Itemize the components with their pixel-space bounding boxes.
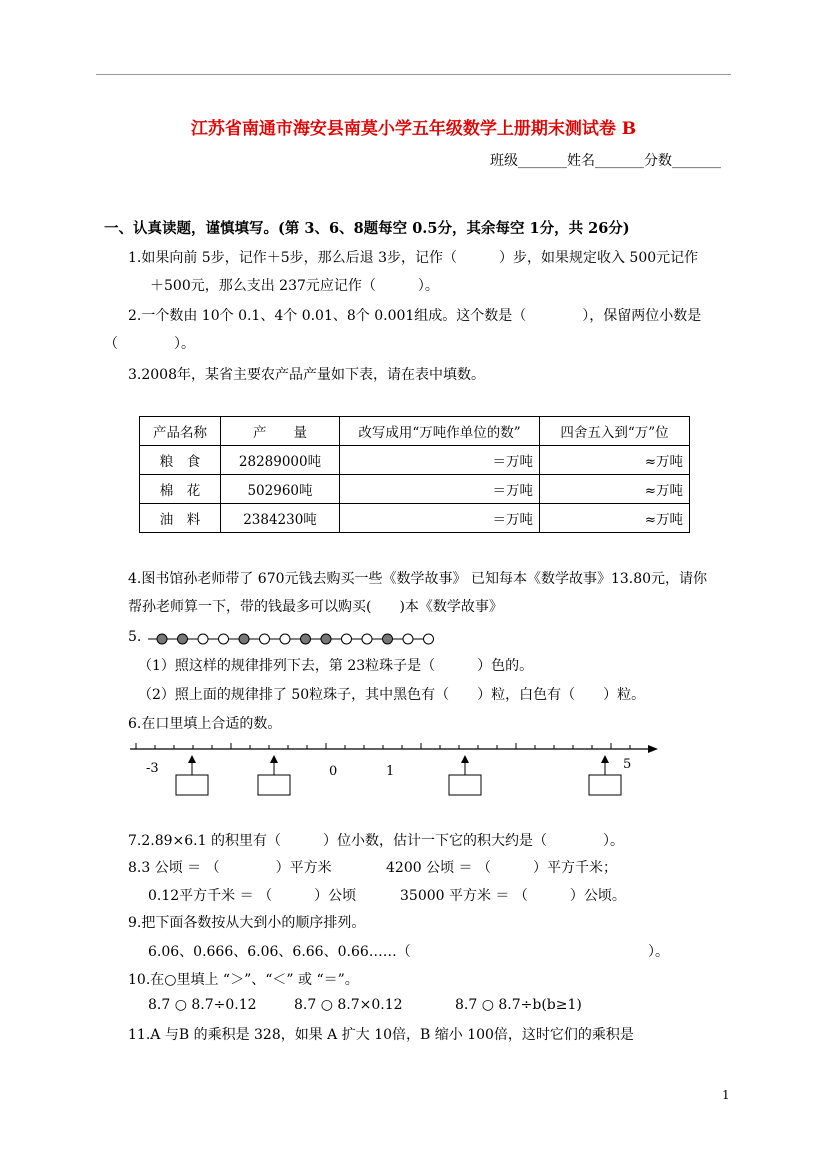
bead-white (342, 634, 352, 644)
bead-black (239, 634, 249, 644)
bead-black (383, 634, 393, 644)
question-4-line1: 4.图书馆孙老师带了 670元钱去购买一些《数学故事》 已知每本《数学故事》13.80元，请你 (128, 571, 708, 587)
question-5-label: 5. (128, 629, 142, 645)
bead-white (280, 634, 290, 644)
question-9-numbers: 6.06、0.666、6.06、6.66、0.66……（ (148, 944, 411, 960)
question-9: 9.把下面各数按从大到小的顺序排列。 (128, 915, 366, 931)
table-row (140, 446, 690, 475)
cell-amount: 502960吨 (221, 475, 340, 504)
bead-white (403, 634, 413, 644)
page-number: 1 (722, 1088, 730, 1102)
bead-black (178, 634, 188, 644)
cell-name: 棉 花 (140, 475, 221, 504)
number-line-ticks (136, 743, 630, 749)
label-0: 0 (329, 764, 338, 779)
cell-round[interactable]: ≈万吨 (540, 504, 690, 533)
question-2-line1: 2.一个数由 10个 0.1、4个 0.01、8个 0.001组成。这个数是（ ），保留两位小数是 (128, 308, 702, 324)
question-8a: 8.3 公顷 ＝ （ ）平方米 (128, 860, 332, 876)
table-header: 产品名称 (140, 417, 221, 446)
bead-white (362, 634, 372, 644)
question-6: 6.在口里填上合适的数。 (128, 716, 282, 732)
question-10a[interactable]: 8.7 ○ 8.7÷0.12 (148, 997, 257, 1013)
answer-box-3[interactable] (449, 757, 481, 795)
question-11: 11.A 与B 的乘积是 328，如果 A 扩大 10倍，B 缩小 100倍，这时它们的乘积是 (128, 1027, 634, 1043)
question-1-line2: ＋500元，那么支出 237元应记作（ ）。 (150, 278, 439, 294)
question-10: 10.在○里填上 “＞”、“＜” 或 “＝”。 (128, 972, 359, 988)
bead-black (157, 634, 167, 644)
header-rule (96, 74, 731, 75)
table-header: 四舍五入到“万”位 (540, 417, 690, 446)
cell-round[interactable]: ≈万吨 (540, 475, 690, 504)
table-row (140, 475, 690, 504)
bead-white (198, 634, 208, 644)
number-line (128, 735, 663, 805)
label-1: 1 (386, 764, 395, 779)
bead-black (301, 634, 311, 644)
bead-string (140, 630, 440, 648)
question-8c: 0.12平方千米 ＝ （ ）公顷 (148, 888, 357, 904)
label-minus-3: -3 (146, 761, 159, 776)
axis-arrow-icon (648, 745, 658, 753)
question-5-sub2: （2）照上面的规律排了 50粒珠子，其中黑色有（ ）粒，白色有（ ）粒。 (138, 687, 646, 703)
cell-convert[interactable]: ＝万吨 (340, 475, 540, 504)
cell-convert[interactable]: ＝万吨 (340, 504, 540, 533)
answer-box-4[interactable] (589, 757, 621, 795)
cell-name: 粮 食 (140, 446, 221, 475)
bead-black (321, 634, 331, 644)
question-2-line2: （ ）。 (104, 336, 195, 352)
table-header-row (140, 417, 690, 446)
bead-white (219, 634, 229, 644)
question-4-line2: 帮孙老师算一下，带的钱最多可以购买( )本《数学故事》 (128, 599, 503, 615)
cell-convert[interactable]: ＝万吨 (340, 446, 540, 475)
cell-name: 油 料 (140, 504, 221, 533)
section-heading: 一、认真读题，谨慎填写。(第 3、6、8题每空 0.5分，其余每空 1分，共 26分) (104, 220, 630, 237)
cell-amount: 28289000吨 (221, 446, 340, 475)
question-8d: 35000 平方米 ＝ （ ）公顷。 (400, 888, 626, 904)
question-10b[interactable]: 8.7 ○ 8.7×0.12 (294, 997, 403, 1013)
bead-white (424, 634, 434, 644)
question-10c[interactable]: 8.7 ○ 8.7÷b(b≥1) (455, 997, 582, 1013)
produce-table (139, 416, 690, 533)
table-header: 改写成用“万吨作单位的数” (340, 417, 540, 446)
cell-amount: 2384230吨 (221, 504, 340, 533)
student-info-fields: 班级_______姓名_______分数_______ (490, 153, 721, 169)
bead-white (260, 634, 270, 644)
table-header: 产 量 (221, 417, 340, 446)
question-9-close: ）。 (648, 944, 669, 960)
question-8b: 4200 公顷 ＝ （ ）平方千米； (386, 860, 617, 876)
table-row (140, 504, 690, 533)
question-7: 7.2.89×6.1 的积里有（ ）位小数，估计一下它的积大约是（ ）。 (128, 833, 624, 849)
question-5-sub1: （1）照这样的规律排列下去，第 23粒珠子是（ ）色的。 (138, 658, 534, 674)
question-3: 3.2008年，某省主要农产品产量如下表，请在表中填数。 (128, 367, 485, 383)
answer-box-2[interactable] (258, 757, 290, 795)
answer-box-1[interactable] (176, 757, 208, 795)
cell-round[interactable]: ≈万吨 (540, 446, 690, 475)
page-title: 江苏省南通市海安县南莫小学五年级数学上册期末测试卷 B (190, 119, 637, 139)
question-1-line1: 1.如果向前 5步，记作＋5步，那么后退 3步，记作（ ）步，如果规定收入 500元记作 (128, 250, 699, 266)
label-5: 5 (623, 757, 632, 772)
